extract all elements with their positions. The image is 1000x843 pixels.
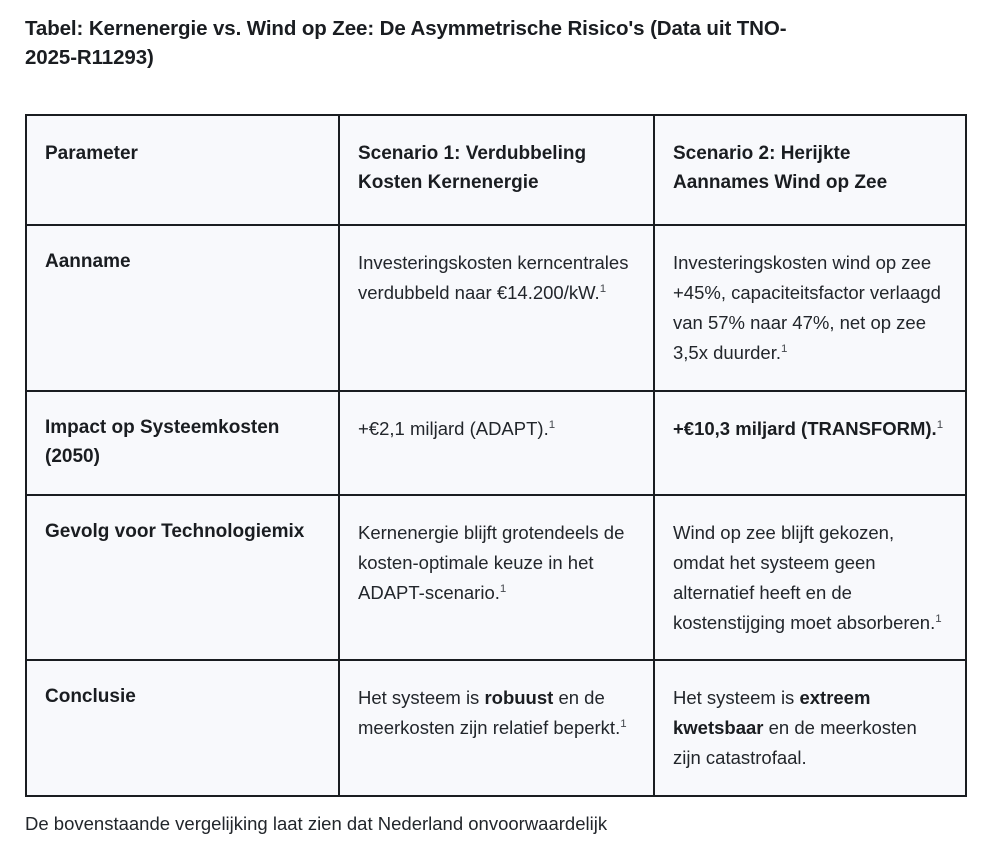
row-label-cell <box>26 660 339 796</box>
column-header-scenario-1: Scenario 1: Verdubbeling Kosten Kernenergie <box>339 115 654 225</box>
plain-text: Investeringskosten kerncentrales verdubbeld naar €14.200/kW. <box>358 251 629 303</box>
row-label-cell <box>26 391 339 495</box>
page-title: Tabel: Kernenergie vs. Wind op Zee: De Asymmetrische Risico's (Data uit TNO-2025-R11293) <box>25 17 787 70</box>
scenario-1-cell <box>339 495 654 661</box>
table-container <box>25 114 975 797</box>
scenario-1-cell <box>339 391 654 495</box>
plain-text: +€2,1 miljard (ADAPT). <box>358 417 549 439</box>
plain-text: en de meerkosten zijn relatief beperkt. <box>358 687 621 739</box>
comparison-table <box>25 114 967 797</box>
plain-text: Het systeem is <box>673 687 800 709</box>
scenario-1-cell <box>339 225 654 391</box>
table-row <box>26 391 966 495</box>
emphasis-text: robuust <box>484 687 554 709</box>
table-row <box>26 660 966 796</box>
plain-text: Wind op zee blijft gekozen, omdat het systeem geen alternatief heeft en de kostenstijging moet absorberen. <box>673 521 936 633</box>
table-row <box>26 225 966 391</box>
table-body <box>26 225 966 796</box>
cell-text <box>673 252 941 363</box>
table-header <box>26 115 966 225</box>
plain-text: Het systeem is <box>358 687 485 709</box>
scenario-2-cell <box>654 391 966 495</box>
footnote-marker: 1 <box>936 418 944 431</box>
scenario-2-cell <box>654 660 966 796</box>
cell-text <box>358 522 624 603</box>
row-label-cell <box>26 225 339 391</box>
scenario-1-cell <box>339 660 654 796</box>
cell-text <box>358 687 627 738</box>
clipped-paragraph: De bovenstaande vergelijking laat zien dat Nederland onvoorwaardelijk <box>25 813 608 835</box>
footnote-marker: 1 <box>781 342 788 355</box>
plain-text: Investeringskosten wind op zee +45%, capaciteitsfactor verlaagd van 57% naar 47%, net op zee 3,5x duurder. <box>673 251 941 363</box>
column-header-scenario-2: Scenario 2: Herijkte Aannames Wind op Zee <box>654 115 966 225</box>
row-label: Aanname <box>45 250 131 272</box>
cell-text <box>673 418 943 439</box>
table-header-row <box>26 115 966 225</box>
cell-text <box>358 418 555 439</box>
footnote-marker: 1 <box>599 282 607 295</box>
plain-text: Kernenergie blijft grotendeels de kosten-optimale keuze in het ADAPT-scenario. <box>358 521 625 603</box>
footnote-marker: 1 <box>935 612 942 625</box>
row-label: Impact op Systeemkosten (2050) <box>45 416 280 467</box>
footnote-marker: 1 <box>620 718 627 731</box>
scenario-2-cell <box>654 225 966 391</box>
row-label-cell <box>26 495 339 661</box>
scenario-2-cell <box>654 495 966 661</box>
cell-text <box>673 522 942 633</box>
cell-text <box>358 252 628 303</box>
column-header-parameter: Parameter <box>26 115 339 225</box>
cell-text <box>673 687 917 768</box>
row-label: Conclusie <box>45 686 136 708</box>
footnote-marker: 1 <box>499 582 507 595</box>
emphasis-text: extreem kwetsbaar <box>673 687 871 739</box>
plain-text: +€10,3 miljard (TRANSFORM). <box>673 417 937 439</box>
row-label: Gevolg voor Technologiemix <box>45 520 305 542</box>
footnote-marker: 1 <box>548 418 556 431</box>
plain-text: en de meerkosten zijn catastrofaal. <box>673 717 917 769</box>
table-row <box>26 495 966 661</box>
